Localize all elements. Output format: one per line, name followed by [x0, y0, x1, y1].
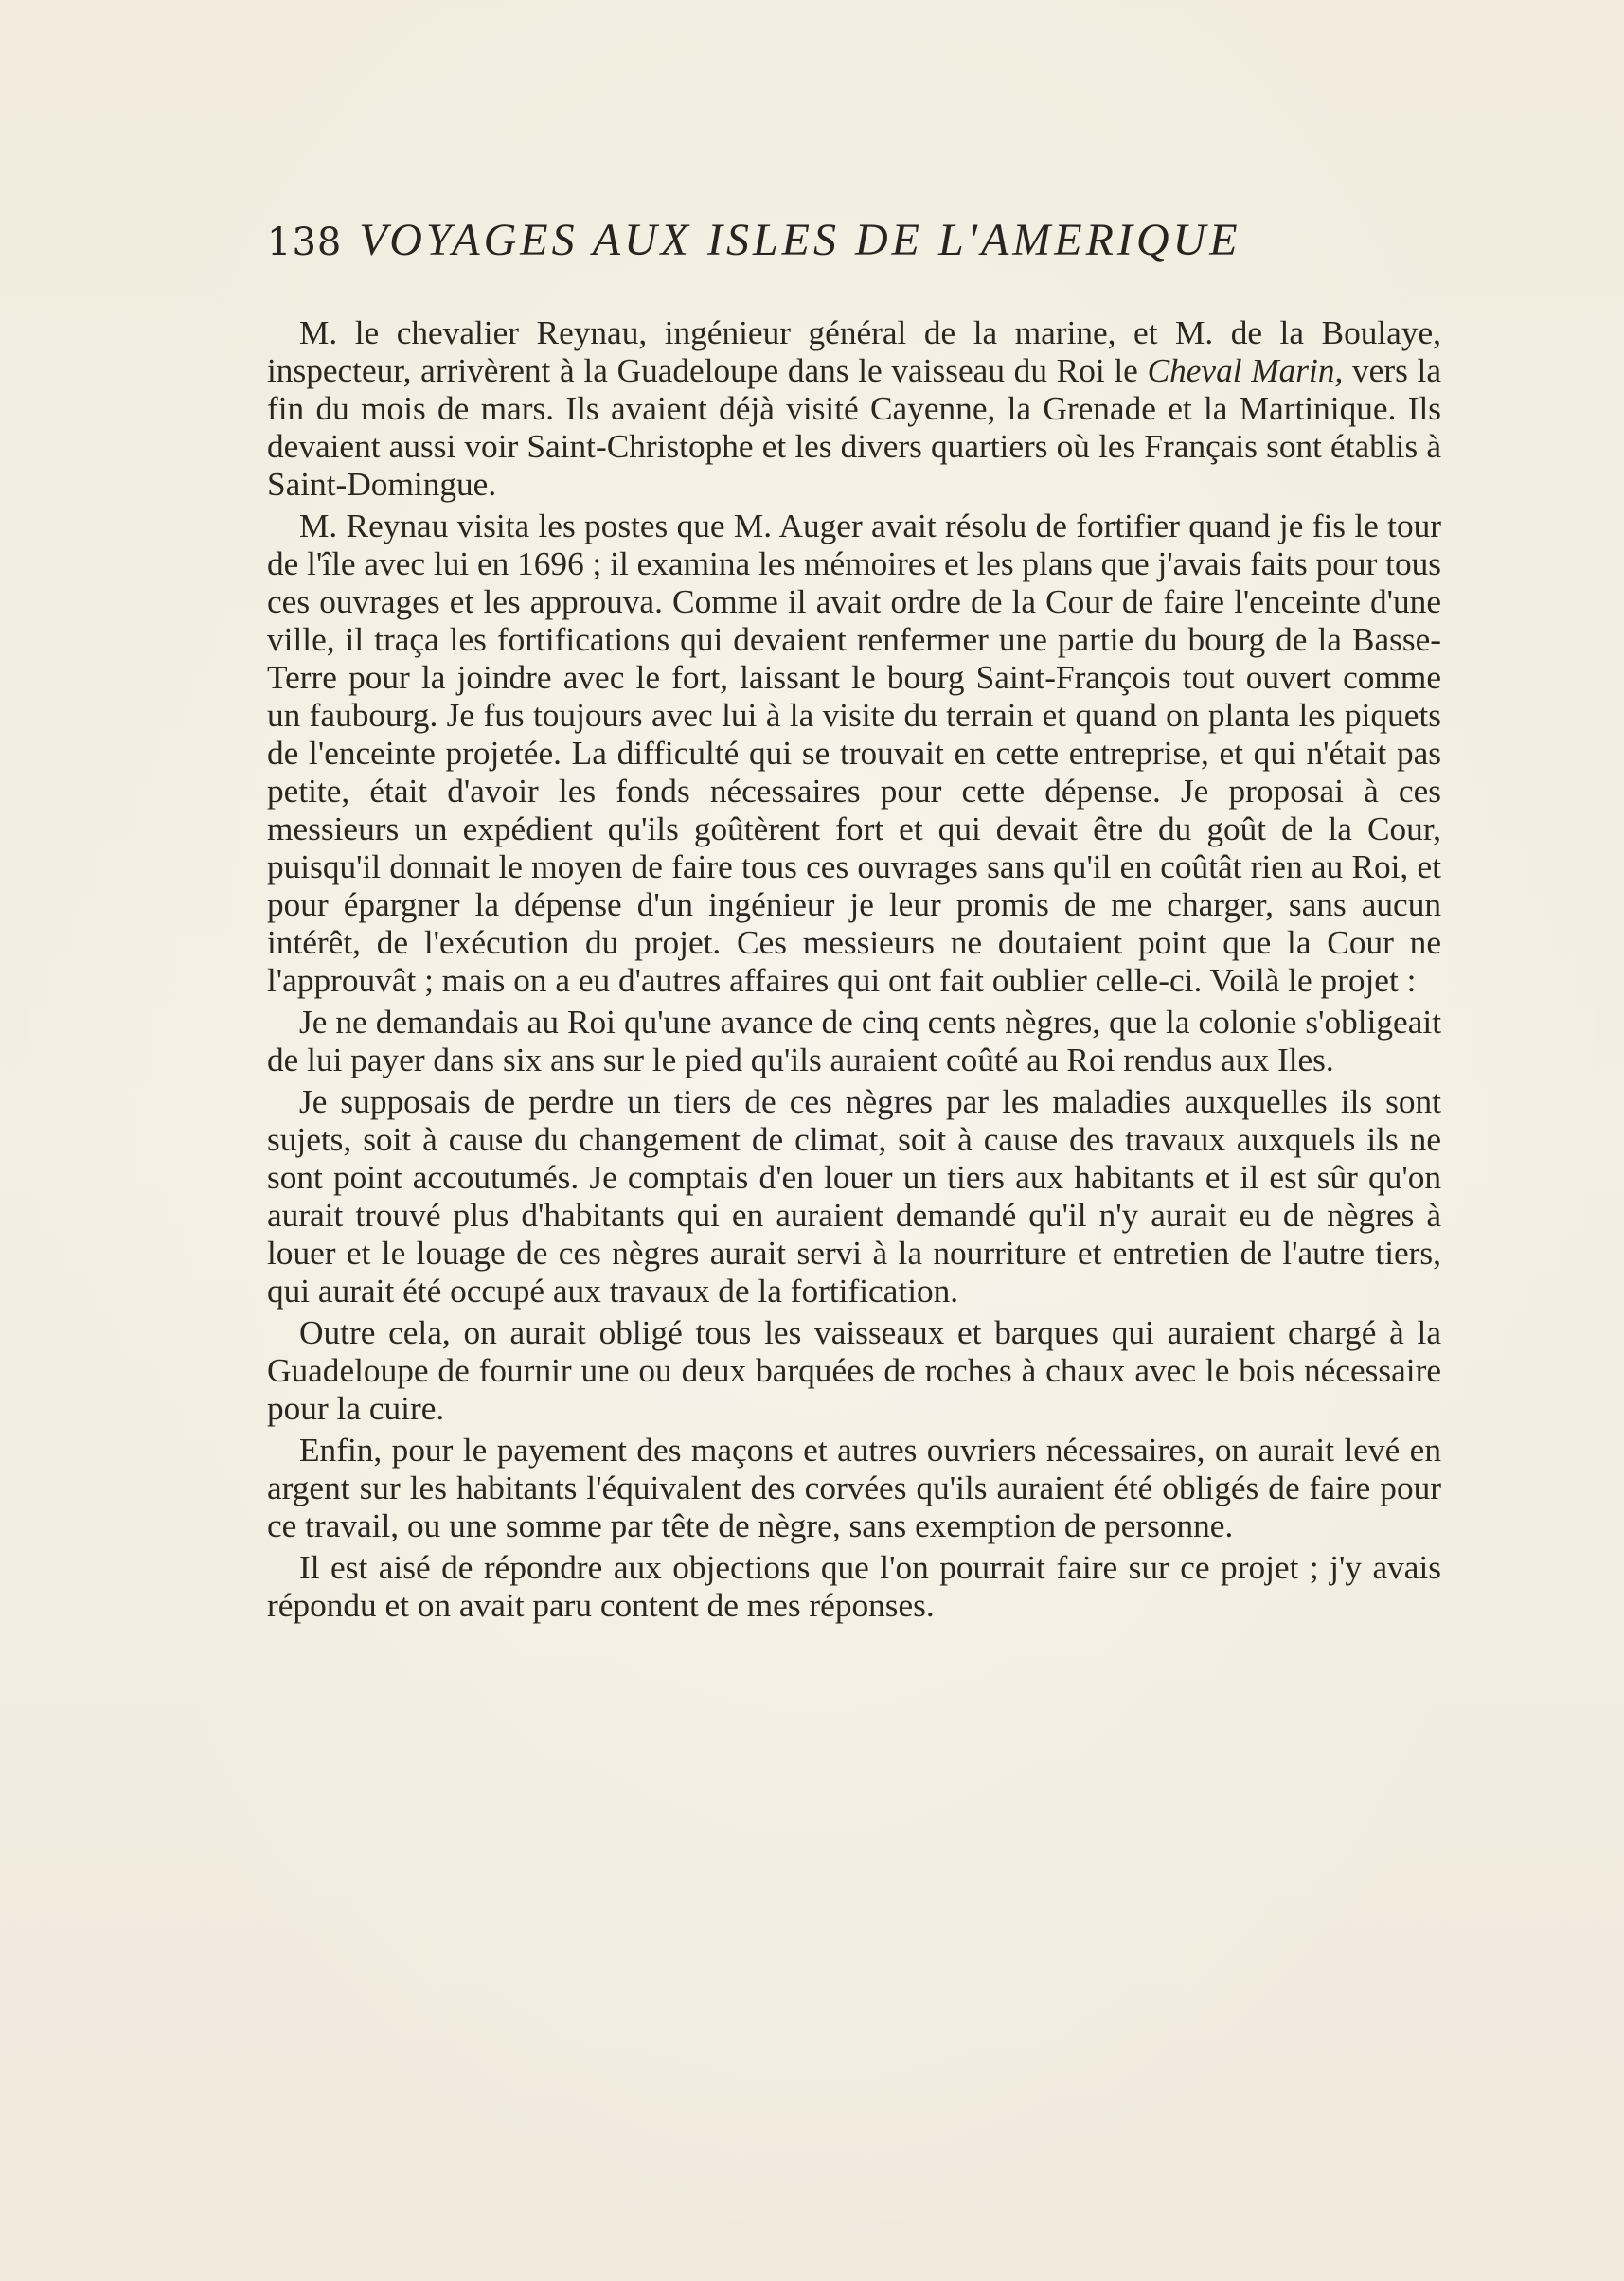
paragraph-text: M. le chevalier Reynau, ingénieur général de la marine, et M. de la Boulaye, inspecteur, arrivèrent à la Guadeloupe dans le vaisseau du Roi le: [267, 314, 1441, 389]
page-header: [267, 214, 1451, 266]
paragraph: Il est aisé de répondre aux objections que l'on pourrait faire sur ce projet ; j'y avais répondu et on avait paru content de mes réponses.: [267, 1549, 1441, 1624]
page-number: 138: [267, 221, 343, 264]
ship-name: Cheval Marin,: [1147, 352, 1344, 389]
paragraph: Outre cela, on aurait obligé tous les vaisseaux et barques qui auraient chargé à la Guadeloupe de fournir une ou deux barquées de roches à chaux avec le bois nécessaire pour la cuire.: [267, 1314, 1441, 1427]
paragraph: [267, 314, 1441, 504]
paragraph: M. Reynau visita les postes que M. Auger avait résolu de fortifier quand je fis le tour de l'île avec lui en 1696 ; il examina les mémoires et les plans que j'avais faits pour tous ces ouvrages et les approuva. Comme il avait ordre de la Cour de faire l'enceinte d'une ville, il traça les fortifications qui devaient renfermer une partie du bourg de la Basse-Terre pour la joindre avec le fort, laissant le bourg Saint-François tout ouvert comme un faubourg. Je fus toujours avec lui à la visite du terrain et quand on planta les piquets de l'enceinte projetée. La difficulté qui se trouvait en cette entreprise, et qui n'était pas petite, était d'avoir les fonds nécessaires pour cette dépense. Je proposai à ces messieurs un expédient qu'ils goûtèrent fort et qui devait être du goût de la Cour, puisqu'il donnait le moyen de faire tous ces ouvrages sans qu'il en coûtât rien au Roi, et pour épargner la dépense d'un ingénieur je leur promis de me charger, sans aucun intérêt, de l'exécution du projet. Ces messieurs ne doutaient point que la Cour ne l'approuvât ; mais on a eu d'autres affaires qui ont fait oublier celle-ci. Voilà le projet :: [267, 508, 1441, 999]
paragraph-text: vers la fin du mois de mars. Ils avaient déjà visité Cayenne, la Grenade et la Martinique. Ils devaient aussi voir Saint-Christophe et les divers quartiers où les Français sont établis à Saint-Domingue.: [267, 352, 1441, 503]
paragraph: Enfin, pour le payement des maçons et autres ouvriers nécessaires, on aurait levé en argent sur les habitants l'équivalent des corvées qu'ils auraient été obligés de faire pour ce travail, ou une somme par tête de nègre, sans exemption de personne.: [267, 1432, 1441, 1544]
running-title: VOYAGES AUX ISLES DE L'AMERIQUE: [359, 215, 1241, 265]
body-text: [267, 314, 1441, 1629]
paragraph: Je ne demandais au Roi qu'une avance de cinq cents nègres, que la colonie s'obligeait de lui payer dans six ans sur le pied qu'ils auraient coûté au Roi rendus aux Iles.: [267, 1004, 1441, 1078]
paragraph: Je supposais de perdre un tiers de ces nègres par les maladies auxquelles ils sont sujets, soit à cause du changement de climat, soit à cause des travaux auxquels ils ne sont point accoutumés. Je comptais d'en louer un tiers aux habitants et il est sûr qu'on aurait trouvé plus d'habitants qui en auraient demandé qu'il n'y aurait eu de nègres à louer et le louage de ces nègres aurait servi à la nourriture et entretien de l'autre tiers, qui aurait été occupé aux travaux de la fortification.: [267, 1083, 1441, 1310]
